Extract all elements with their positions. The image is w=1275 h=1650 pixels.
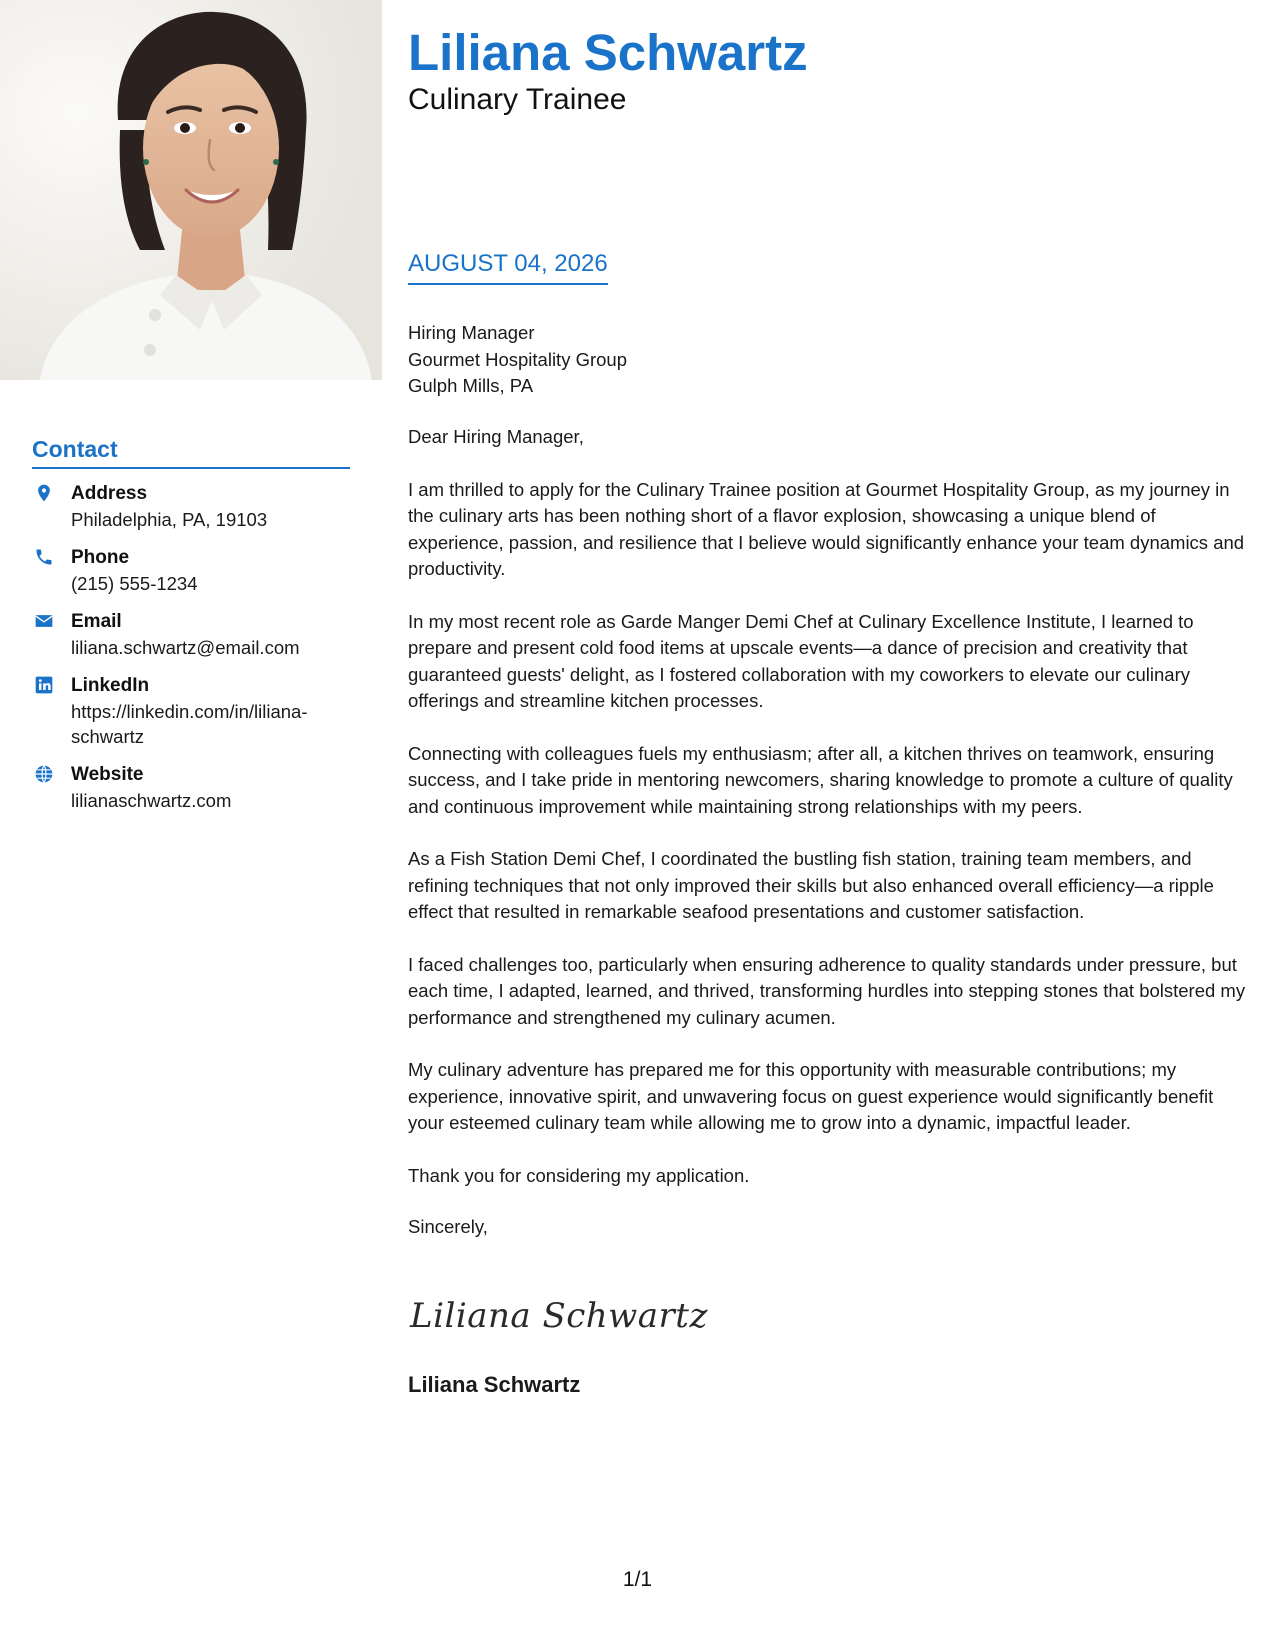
candidate-name: Liliana Schwartz [408, 24, 808, 81]
contact-label: LinkedIn [71, 675, 150, 696]
contact-item-address [32, 481, 350, 532]
contact-item-website [32, 762, 350, 813]
globe-icon [34, 764, 54, 784]
signature-image [406, 1287, 708, 1343]
location-pin-icon [34, 483, 54, 503]
sidebar [32, 436, 350, 826]
job-title: Culinary Trainee [408, 83, 627, 116]
page-number: 1/1 [622, 1568, 653, 1591]
signer-name: Liliana Schwartz [408, 1372, 581, 1397]
contact-label: Email [71, 611, 122, 632]
contact-item-phone [32, 545, 350, 596]
contact-label: Website [71, 764, 144, 785]
recipient-line: Gourmet Hospitality Group [408, 348, 628, 370]
letter-paragraph: As a Fish Station Demi Chef, I coordinated the bustling fish station, training team members, and refining techniques that not only improved their skills but also enhanced overall efficiency—a ripple effect that resulted in remarkable seafood presentations and customer satisfaction. [408, 848, 1214, 922]
letter-body [408, 424, 1254, 1215]
profile-photo [0, 0, 382, 380]
linkedin-value[interactable]: https://linkedin.com/in/liliana-schwartz [71, 701, 308, 747]
address-value: Philadelphia, PA, 19103 [71, 509, 268, 530]
linkedin-icon [34, 675, 54, 695]
contact-label: Address [71, 483, 148, 504]
letter-paragraph: I faced challenges too, particularly when ensuring adherence to quality standards under pressure, but each time, I adapted, learned, and thrived, transforming hurdles into stepping stones that bolstered my performance and strengthened my culinary acumen. [408, 953, 1246, 1028]
contact-list [32, 481, 350, 813]
contact-item-email [32, 609, 350, 660]
website-value[interactable]: lilianaschwartz.com [71, 790, 232, 811]
letter-date: AUGUST 04, 2026 [408, 248, 608, 285]
email-value[interactable]: liliana.schwartz@email.com [71, 637, 300, 658]
contact-label: Phone [71, 547, 130, 568]
letter-paragraph: In my most recent role as Garde Manger Demi Chef at Culinary Excellence Institute, I learned to prepare and present cold food items at upscale events—a dance of precision and creativity that guaranteed guests' delight, as I fostered collaboration with my coworkers to elevate our culinary offerings and streamline kitchen processes. [408, 610, 1194, 711]
contact-section-title: Contact [32, 436, 350, 469]
letter-paragraph: I am thrilled to apply for the Culinary Trainee position at Gourmet Hospitality Group, as my journey in the culinary arts has been nothing short of a flavor explosion, showcasing a unique blend of experience, passion, and resilience that I believe would significantly enhance your team dynamics and productivity. [408, 478, 1245, 579]
email-icon [34, 611, 54, 631]
recipient-line: Hiring Manager [408, 322, 535, 343]
recipient-line: Gulph Mills, PA [408, 375, 534, 396]
closing: Sincerely, [408, 1216, 488, 1237]
letter-paragraph: Thank you for considering my application. [408, 1164, 750, 1186]
letter-paragraph: Connecting with colleagues fuels my enthusiasm; after all, a kitchen thrives on teamwork, ensuring success, and I take pride in mentoring newcomers, sharing knowledge to promote a culture of quality and continuous improvement while maintaining strong relationships with my peers. [408, 742, 1233, 817]
salutation: Dear Hiring Manager, [408, 426, 584, 447]
contact-item-linkedin [32, 673, 350, 749]
phone-value: (215) 555-1234 [71, 573, 198, 594]
main-content [408, 24, 1254, 1186]
phone-icon [34, 547, 54, 567]
signature-text: Liliana Schwartz [410, 1296, 708, 1336]
recipient-block [408, 320, 1254, 400]
letter-paragraph: My culinary adventure has prepared me for this opportunity with measurable contributions; my experience, innovative spirit, and unwavering focus on guest experience would significantly benefit your esteemed culinary team while allowing me to grow into a dynamic, impactful leader. [408, 1059, 1214, 1133]
